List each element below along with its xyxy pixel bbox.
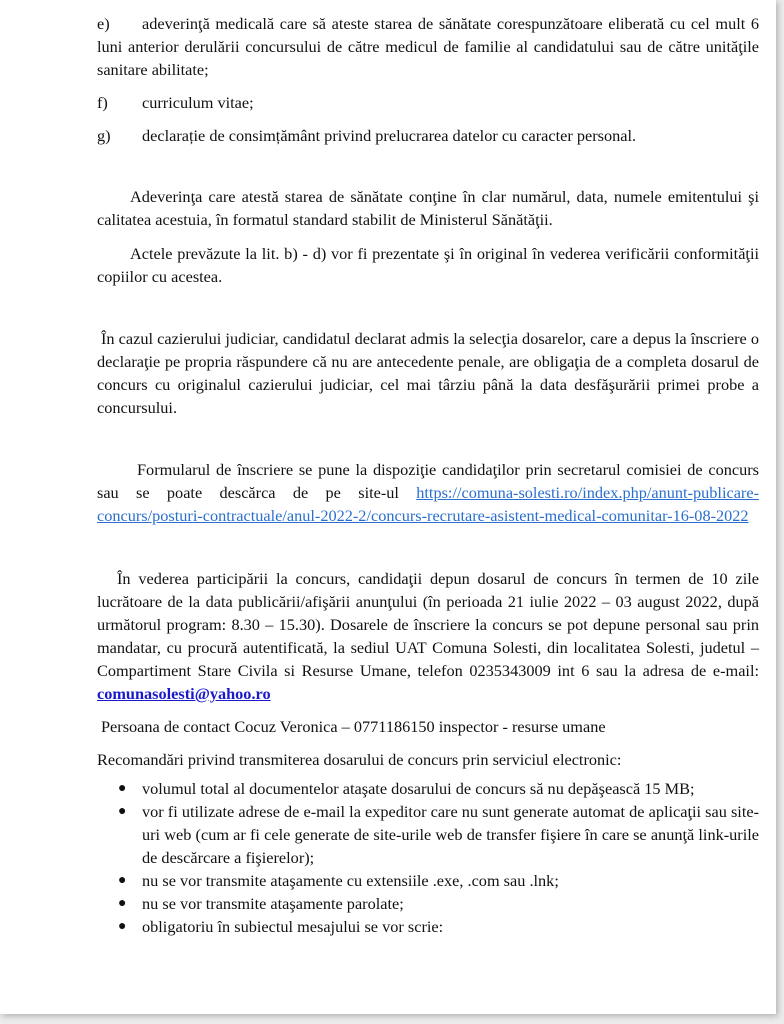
bullet-text: obligatoriu în subiectul mesajului se vor scrie: xyxy=(142,917,444,936)
document-content xyxy=(97,12,759,938)
item-text: declarație de consimțământ privind prelucrarea datelor cu caracter personal. xyxy=(142,126,637,145)
item-letter: g) xyxy=(97,126,111,145)
participare-text: În vederea participării la concurs, candidaţii depun dosarul de concurs în termen de 10 zile lucrătoare de la data publicării/afişării anunţului (în perioada 21 iulie 2022 – 03 august 2022, după următorul program: 8.30 – 15.30). Dosarele de înscriere la concurs se pot depune personal sau prin mandatar, cu procură autentificată, la sediul UAT Comuna Solesti, din localitatea Solesti, judetul – Compartiment Stare Civila si Resurse Umane, telefon 0235343009 int 6 sau la adresa de e-mail: xyxy=(97,569,759,680)
paragraph-contact: Persoana de contact Cocuz Veronica – 0771186150 inspector - resurse umane xyxy=(101,717,606,736)
formular-download-link[interactable]: https://comuna-solesti.ro/index.php/anunt-publicare-concurs/posturi-contractuale/anul-2022-2/concurs-recrutare-asistent-medical-comunitar-16-08-2022 xyxy=(97,483,759,525)
paragraph-adeverinta: Adeverinţa care atestă starea de sănătate conţine în clar numărul, data, numele emitentului şi calitatea acestuia, în formatul standard stabilit de Ministerul Sănătăţii. xyxy=(97,187,759,229)
bullet-text: nu se vor transmite ataşamente parolate; xyxy=(142,894,404,913)
paragraph-recomandari: Recomandări privind transmiterea dosarului de concurs prin serviciul electronic: xyxy=(97,750,622,769)
bullet-text: volumul total al documentelor ataşate dosarului de concurs să nu depăşească 15 MB; xyxy=(142,779,695,798)
bullet-icon: ● xyxy=(118,873,127,888)
contact-email-link[interactable]: comunasolesti@yahoo.ro xyxy=(97,684,271,703)
item-letter: e) xyxy=(97,14,110,33)
formular-text: Formularul de înscriere se pune la dispoziţie candidaţilor prin secretarul comisiei de concurs sau se poate descărca de pe site-ul xyxy=(97,460,759,502)
list-item xyxy=(97,869,759,892)
list-item-e xyxy=(97,12,759,81)
bullet-icon: ● xyxy=(118,804,127,819)
list-item-f xyxy=(97,91,759,114)
item-text: curriculum vitae; xyxy=(142,93,254,112)
bullet-icon: ● xyxy=(118,781,127,796)
list-item xyxy=(97,800,759,869)
list-item-g xyxy=(97,124,759,147)
paragraph-acte: Actele prevăzute la lit. b) - d) vor fi prezentate şi în original în vederea verificării conformităţii copiilor cu acestea. xyxy=(97,244,759,286)
list-item xyxy=(97,915,759,938)
paragraph-cazier: În cazul cazierului judiciar, candidatul declarat admis la selecţia dosarelor, care a depus la înscriere o declaraţie pe propria răspundere că nu are antecedente penale, are obligaţia de a completa dosarul de concurs cu originalul cazierului judiciar, cel mai târziu până la data desfăşurării primei probe a concursului. xyxy=(97,329,759,417)
item-letter: f) xyxy=(97,93,108,112)
paragraph-formular xyxy=(97,458,759,527)
list-item xyxy=(97,892,759,915)
bullet-icon: ● xyxy=(118,919,127,934)
list-item xyxy=(97,777,759,800)
recommendations-list xyxy=(97,777,759,938)
paragraph-participare xyxy=(97,567,759,705)
bullet-text: vor fi utilizate adrese de e-mail la expeditor care nu sunt generate automat de aplicaţii sau site-uri web (cum ar fi cele generate de site-urile web de transfer fişiere în care se anunţă link-urile de descărcare a fişierelor); xyxy=(142,802,759,867)
bullet-icon: ● xyxy=(118,896,127,911)
bullet-text: nu se vor transmite ataşamente cu extensiile .exe, .com sau .lnk; xyxy=(142,871,559,890)
item-text: adeverinţă medicală care să ateste starea de sănătate corespunzătoare eliberată cu cel mult 6 luni anterior derulării concursului de către medicul de familie al candidatului sau de către unităţile sanitare abilitate; xyxy=(97,14,759,79)
